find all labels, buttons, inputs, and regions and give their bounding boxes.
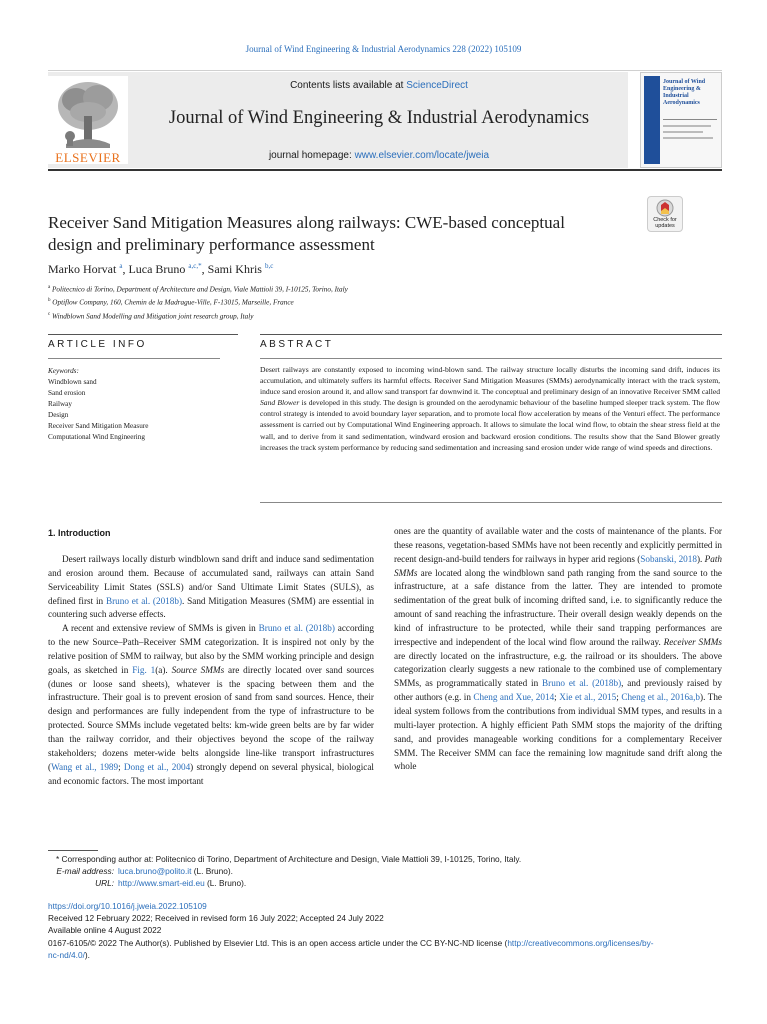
footnote-email-line: E-mail address: luca.bruno@polito.it (L. Bruno).: [56, 866, 233, 876]
email-label: E-mail address:: [56, 866, 114, 876]
homepage-line: [130, 150, 628, 161]
affiliation: $^c$ Windblown Sand Modelling and Mitigation joint research group, Italy: [48, 311, 254, 321]
received-dates: Received 12 February 2022; Received in revised form 16 July 2022; Accepted 24 July 2022: [48, 913, 384, 924]
journal-citation[interactable]: Journal of Wind Engineering & Industrial Aerodynamics 228 (2022) 105109: [245, 44, 522, 54]
paragraph: A recent and extensive review of SMMs is given in Bruno et al. (2018b) according to the new Source–Path–Receiver SMM categorization. It is inspired not only by the relative position of SMM to railway, but also by the SMM working principle and design goals, as sketched in Fig. 1(a). Source SMMs are directly located over sand sources (dunes or loose sand sheets), whatever is the spacing between them and the infrastructure. Their goal is to prevent erosion of sand from sand sources. Hence, their design and performances are fully independent from the type of infrastructure to be protected. Source SMMs include vegetated belts: km-wide green belts are by far wider than the railway corridor, and their objectives beyond the scope of the railway stakeholders; dozens meter-wide belts alongside line-like transport infrastructures (Wang et al., 1989; Dong et al., 2004) strongly depend on several physical, biological and economic factors. The most important: [48, 623, 375, 786]
license-line: 0167-6105/© 2022 The Author(s). Published by Elsevier Ltd. This is an open access article under the CC BY-NC-ND license (http://creativecommons.org/licenses/by-: [48, 937, 654, 948]
author-affil-sup[interactable]: a: [119, 262, 123, 270]
doi-link[interactable]: https://doi.org/10.1016/j.jweia.2022.105109: [48, 901, 207, 911]
author-affil-sup[interactable]: a,c,*: [188, 262, 202, 270]
reference-link[interactable]: Bruno et al. (2018b): [105, 595, 183, 606]
author-name[interactable]: Sami Khris: [207, 262, 262, 276]
cover-rule: [663, 119, 717, 120]
reference-link[interactable]: Sobanski, 2018: [640, 553, 697, 564]
abstract-heading: ABSTRACT: [260, 339, 334, 350]
body-column-left: [48, 553, 374, 788]
publication-info: https://doi.org/10.1016/j.jweia.2022.105109 Received 12 February 2022; Received in revised form 16 July 2022; Accepted 24 July 2022 Available online 4 August 2022 0167-6105/© 2022 The Author(s). Published by Elsevier Ltd. This is an open access article under the CC BY-NC-ND license (http://creativecommons.org/licenses/by- nc-nd/4.0/).: [48, 900, 722, 961]
email-link[interactable]: luca.bruno@polito.it: [118, 866, 192, 876]
keyword: Windblown sand: [48, 378, 97, 386]
keyword: Computational Wind Engineering: [48, 433, 145, 441]
reference-link[interactable]: Cheng et al., 2016a,b: [621, 692, 701, 703]
footnote-text: * Corresponding author at: Politecnico di Torino, Department of Architecture and Design, Viale Mattioli 39, I-10125, Torino, Italy.: [56, 854, 522, 864]
contents-prefix: Contents lists available at: [290, 80, 407, 91]
corresponding-author-footnote: [56, 853, 716, 889]
author-list: Marko Horvat $^a$, Luca Bruno $^{a,c,*}$, Sami Khris $^{b,c}$: [48, 262, 274, 276]
article-title-line: Receiver Sand Mitigation Measures along railways: CWE-based conceptual: [48, 213, 565, 232]
figure-link[interactable]: Fig. 1: [132, 664, 156, 675]
author-name[interactable]: Marko Horvat: [48, 262, 117, 276]
keyword: Receiver Sand Mitigation Measure: [48, 422, 149, 430]
author-url-link[interactable]: http://www.smart-eid.eu: [118, 878, 205, 888]
article-info-top-rule: [48, 334, 238, 335]
affiliation: $^a$ Politecnico di Torino, Department of Architecture and Design, Viale Mattioli 39, I-10125, Torino, Italy: [48, 285, 348, 294]
author-name[interactable]: Luca Bruno: [128, 262, 186, 276]
abstract-rule: [260, 358, 722, 359]
sciencedirect-link[interactable]: ScienceDirect: [406, 80, 468, 91]
check-for-updates-button[interactable]: [647, 196, 683, 232]
affiliation: $^b$ Optiflow Company, 160, Chemin de la Madrague-Ville, F-13015, Marseille, France: [48, 298, 294, 307]
banner-top-divider: [48, 70, 722, 71]
article-info-heading: ARTICLE INFO: [48, 339, 147, 350]
affiliations: [48, 282, 348, 322]
section-heading-introduction: 1. Introduction: [48, 528, 111, 538]
reference-link[interactable]: Bruno et al. (2018b): [542, 678, 622, 689]
crossmark-icon: [648, 198, 682, 218]
publisher-name: ELSEVIER: [55, 150, 121, 165]
article-title: [48, 212, 628, 256]
body-column-right: [394, 525, 722, 774]
keyword: Railway: [48, 400, 72, 408]
url-label: URL:: [95, 878, 114, 888]
keywords-block: [48, 366, 238, 443]
license-link[interactable]: nc-nd/4.0/: [48, 949, 85, 960]
license-link[interactable]: http://creativecommons.org/licenses/by-: [507, 937, 654, 948]
article-info-rule: [48, 358, 220, 359]
reference-link[interactable]: Xie et al., 2015: [559, 692, 617, 703]
elsevier-logo[interactable]: [48, 76, 128, 164]
journal-cover-thumbnail[interactable]: [640, 72, 722, 168]
online-date: Available online 4 August 2022: [48, 925, 162, 936]
paragraph: Desert railways locally disturb windblown sand drift and induce sand sedimentation and erosion around them. Because of accumulated sand, railways can attain Sand Serviceability Limit States (SSLS) and/or Sand Ultimate Limit States (SULS), as defined first in Bruno et al. (2018b). Sand Mitigation Measures (SMM) are essential in countering such adverse effects.: [48, 554, 374, 620]
reference-link[interactable]: Cheng and Xue, 2014: [473, 692, 555, 703]
keywords-label: Keywords:: [48, 367, 79, 375]
paragraph: ones are the quantity of available water and the costs of maintenance of the plants. For these reasons, vegetation-based SMMs have not been recently and explicitly permitted in recent design-and-build tenders for railways in hyper arid regions (Sobanski, 2018). Path SMMs are located along the windblown sand path ranging from the sand source to the infrastructure, at a safe distance from the latter. They are intended to promote sedimentation of the great bulk of incoming drifted sand, i.e. to significantly reduce the amount of sand reaching the infrastructure. Their overall design weakly depends on the kind of infrastructure to be protected, while their sand trapping performances are irrespective and independent of the local wind flow around the railway. Receiver SMMs are directly located on the infrastructure, e.g. the railroad or its shoulders. The above categorization clearly suggests a new rationale to the combined use of complementary SMMs, as programmatically stated in Bruno et al. (2018b), and previously raised by other authors (e.g. in Cheng and Xue, 2014; Xie et al., 2015; Cheng et al., 2016a,b). The ideal system follows from the contributions from individual SMM types, and results in a multi-layer protection. A highly efficient Path SMM stops the majority of the drifting sand, and provides manageable working conditions for a complementary Receiver SMM. The Receiver SMM can face the remaining low magnitude sand drift along the whole: [394, 526, 723, 772]
abstract-text: Desert railways are constantly exposed to incoming wind-blown sand. The railway structure locally disturbs the incoming sand drift, induces its accumulation, and ultimately suffers its harmful effects. Receiver Sand Mitigation Measures (SMMs) aerodynamically interact with the track system, induce sand erosion around it, and allow sand transport far downwind it. The conceptual and preliminary design of an innovative Receiver SMM called Sand Blower is developed in this study. The design is grounded on the aerodynamic behaviour of the baseline humped sleeper track system. The flow control strategy is intended to avoid boundary layer separation, and to promote local flow acceleration by means of the Venturi effect. The performance assessment is carried out by Computational Wind Engineering approach. It allows to simulate the local wind flow, to obtain the shear stress field at the wall, and to derive from it sand sedimentation, windward erosion and backward erosion conditions. The results show that the Sand Blower greatly increases the track system performance by reducing sand sedimentation and increasing sand erosion under wide range of wind speeds and directions.: [260, 365, 721, 452]
abstract-top-rule: [260, 334, 722, 335]
journal-homepage-link[interactable]: www.elsevier.com/locate/jweia: [354, 150, 490, 161]
footnote-url-line: URL: http://www.smart-eid.eu (L. Bruno).: [56, 877, 716, 889]
cover-line: [663, 137, 713, 139]
reference-link[interactable]: Bruno et al. (2018b): [258, 623, 335, 634]
footnote-rule: [48, 850, 98, 851]
cover-line: [663, 131, 703, 133]
keyword: Design: [48, 411, 69, 419]
reference-link[interactable]: Dong et al., 2004: [123, 761, 191, 772]
crossmark-label: updates: [655, 223, 675, 229]
contents-line: [130, 80, 628, 91]
journal-name: Journal of Wind Engineering & Industrial Aerodynamics: [168, 108, 590, 128]
banner-bottom-divider: [48, 169, 722, 171]
cover-title: Journal of Wind Engineering & Industrial Aerodynamics: [663, 79, 706, 106]
author-affil-sup[interactable]: b,c: [264, 262, 274, 270]
homepage-prefix: journal homepage:: [268, 150, 355, 161]
reference-link[interactable]: Wang et al., 1989: [51, 761, 119, 772]
cover-spine: [644, 76, 660, 164]
abstract-bottom-rule: [260, 502, 722, 503]
cover-line: [663, 125, 711, 127]
crossmark-label: Check for: [653, 217, 677, 223]
article-title-line: design and preliminary performance assessment: [48, 235, 375, 254]
sand-blower-term: Sand Blower: [260, 398, 300, 408]
keyword: Sand erosion: [48, 389, 86, 397]
